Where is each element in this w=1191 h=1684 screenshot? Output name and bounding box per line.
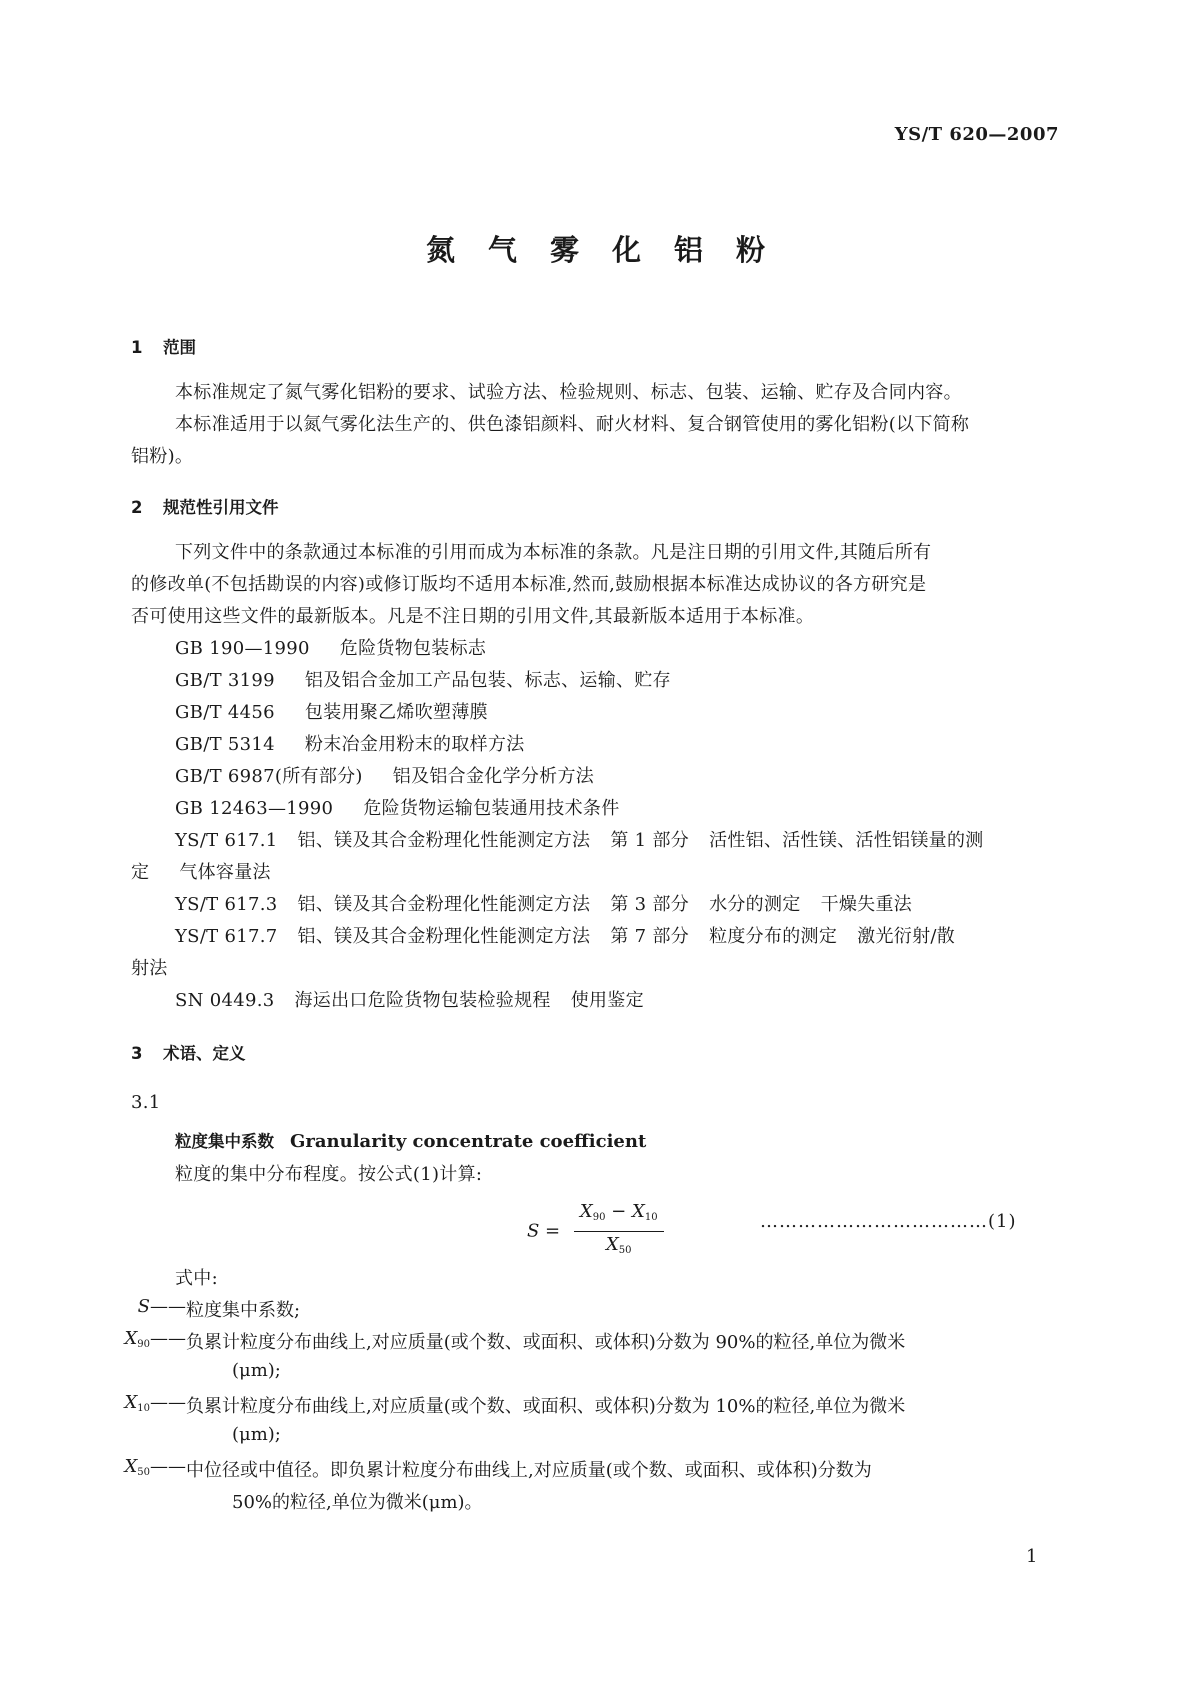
reference-title: 危险货物包装标志 — [339, 638, 487, 659]
formula — [527, 1199, 664, 1264]
reference-item — [175, 794, 620, 820]
symbol-description-cont: 50%的粒径,单位为微米(μm)。 — [232, 1492, 483, 1513]
reference-method: 干燥失重法 — [820, 894, 913, 915]
reference-code: SN 0449.3 — [175, 990, 275, 1011]
reference-item — [175, 826, 984, 852]
symbol-description-cont: (μm); — [232, 1360, 281, 1381]
reference-code: GB/T 5314 — [175, 734, 275, 755]
section-1-heading — [131, 334, 196, 358]
reference-code: YS/T 617.1 — [175, 830, 278, 851]
reference-title: 粉末冶金用粉末的取样方法 — [304, 734, 525, 755]
subsection-number: 3.1 — [131, 1092, 161, 1113]
section-title: 术语、定义 — [163, 1044, 246, 1063]
paragraph: 的修改单(不包括勘误的内容)或修订版均不适用本标准,然而,鼓励根据本标准达成协议的各方研究是 — [131, 574, 927, 595]
reference-method: 使用鉴定 — [570, 990, 644, 1011]
section-2-heading — [131, 494, 279, 518]
reference-title: 铝、镁及其合金粉理化性能测定方法 — [297, 894, 591, 915]
reference-code: YS/T 617.7 — [175, 926, 278, 947]
reference-code: YS/T 617.3 — [175, 894, 278, 915]
reference-title: 铝、镁及其合金粉理化性能测定方法 — [297, 830, 591, 851]
reference-item — [175, 698, 488, 724]
formula-lhs: S = — [527, 1220, 561, 1242]
reference-code: GB/T 3199 — [175, 670, 275, 691]
term-definition: 粒度的集中分布程度。按公式(1)计算: — [175, 1164, 483, 1185]
section-title: 范围 — [163, 338, 196, 357]
symbol: S—— — [137, 1296, 186, 1317]
reference-subtitle: 粒度分布的测定 — [709, 926, 838, 947]
reference-subtitle: 活性铝、活性镁、活性铝镁量的测 — [709, 830, 984, 851]
symbol-description: 粒度集中系数; — [186, 1300, 301, 1321]
section-number: 3 — [131, 1044, 143, 1063]
reference-part: 第 7 部分 — [610, 926, 690, 947]
section-title: 规范性引用文件 — [163, 498, 279, 517]
reference-item — [175, 666, 671, 692]
paragraph: 铝粉)。 — [131, 446, 194, 467]
reference-item — [175, 922, 955, 948]
term-heading — [175, 1128, 646, 1152]
symbol: $X_{10}——$ — [124, 1392, 186, 1414]
reference-item — [175, 634, 486, 660]
reference-part: 第 3 部分 — [610, 894, 690, 915]
formula-denominator: $X_{50}$ — [605, 1234, 632, 1256]
reference-continuation — [131, 858, 271, 884]
reference-subtitle: 水分的测定 — [709, 894, 801, 915]
reference-code: GB 190—1990 — [175, 638, 310, 659]
symbol: $X_{50}——$ — [124, 1456, 186, 1478]
reference-title: 包装用聚乙烯吹塑薄膜 — [304, 702, 488, 723]
reference-method: 激光衍射/散 — [857, 926, 956, 947]
reference-item — [175, 890, 912, 916]
reference-part: 第 1 部分 — [610, 830, 690, 851]
reference-title: 铝及铝合金化学分析方法 — [392, 766, 595, 787]
paragraph: 本标准适用于以氮气雾化法生产的、供色漆铝颜料、耐火材料、复合钢管使用的雾化铝粉(以下简称 — [175, 414, 970, 435]
reference-code: GB/T 6987(所有部分) — [175, 766, 363, 787]
reference-item — [175, 730, 525, 756]
section-3-heading — [131, 1040, 246, 1064]
symbol-description: 负累计粒度分布曲线上,对应质量(或个数、或面积、或体积)分数为 10%的粒径,单位为微米 — [186, 1396, 906, 1417]
reference-code: GB/T 4456 — [175, 702, 275, 723]
formula-numerator: $X_{90} - X_{10}$ — [574, 1199, 664, 1232]
document-title: 氮气雾化铝粉 — [425, 233, 798, 267]
page-number: 1 — [1026, 1546, 1038, 1567]
symbol: $X_{90}——$ — [124, 1328, 186, 1350]
standard-code: YS/T 620—2007 — [894, 124, 1059, 145]
reference-item — [175, 986, 644, 1012]
symbol-description: 负累计粒度分布曲线上,对应质量(或个数、或面积、或体积)分数为 90%的粒径,单位为微米 — [186, 1332, 906, 1353]
formula-fraction — [574, 1199, 664, 1264]
reference-title: 危险货物运输包装通用技术条件 — [363, 798, 620, 819]
reference-cont: 定 — [131, 862, 150, 883]
reference-title: 铝、镁及其合金粉理化性能测定方法 — [297, 926, 591, 947]
symbol-description-cont: (μm); — [232, 1424, 281, 1445]
reference-method: 气体容量法 — [179, 862, 271, 883]
reference-code: GB 12463—1990 — [175, 798, 334, 819]
paragraph: 下列文件中的条款通过本标准的引用而成为本标准的条款。凡是注日期的引用文件,其随后所有 — [175, 542, 932, 563]
paragraph: 否可使用这些文件的最新版本。凡是不注日期的引用文件,其最新版本适用于本标准。 — [131, 606, 815, 627]
where-label: 式中: — [175, 1268, 218, 1289]
equation-number: ………………………………(1) — [760, 1211, 1017, 1232]
section-number: 1 — [131, 338, 143, 357]
term-english: Granularity concentrate coefficient — [290, 1131, 647, 1152]
reference-continuation: 射法 — [131, 958, 168, 979]
reference-title: 铝及铝合金加工产品包装、标志、运输、贮存 — [304, 670, 671, 691]
term-chinese: 粒度集中系数 — [175, 1132, 274, 1151]
section-number: 2 — [131, 498, 143, 517]
reference-title: 海运出口危险货物包装检验规程 — [294, 990, 551, 1011]
reference-item — [175, 762, 594, 788]
paragraph: 本标准规定了氮气雾化铝粉的要求、试验方法、检验规则、标志、包装、运输、贮存及合同内容。 — [175, 382, 962, 403]
symbol-description: 中位径或中值径。即负累计粒度分布曲线上,对应质量(或个数、或面积、或体积)分数为 — [186, 1460, 872, 1481]
